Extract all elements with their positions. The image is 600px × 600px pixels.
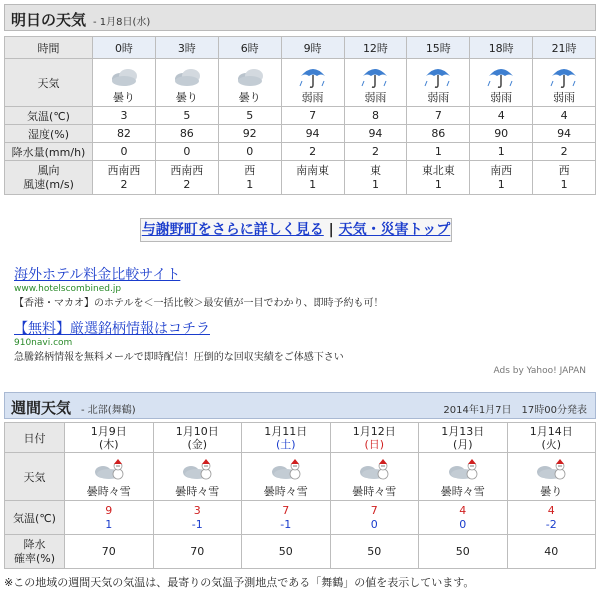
pop-cell [65,535,154,569]
high-temp: 7 [282,503,290,517]
temp-row [5,107,596,125]
precip-value: 2 [309,145,317,158]
pop-label [5,535,65,569]
temp-cell [407,107,470,125]
weekly-region: - 北部(舞鶴) [81,405,136,416]
umbrella-icon [345,62,407,92]
weather-text: 弱雨 [301,90,324,104]
high-temp: 9 [105,503,113,517]
weather-cell [155,59,218,107]
weather-top-link[interactable]: 天気・災害トップ [338,222,451,238]
date-md: 1月9日 [90,424,127,438]
umbrella-icon [282,62,344,92]
time-cell [344,37,407,59]
humidity-value: 94 [557,127,572,140]
humidity-value: 94 [368,127,383,140]
weekly-weather-row [5,453,596,501]
wind-speed-value: 1 [560,177,568,191]
weather-cell [533,59,596,107]
precip-row [5,143,596,161]
time-cell [470,37,533,59]
precip-value: 0 [246,145,254,158]
wind-cell [407,161,470,195]
date-dow: (木) [98,437,119,451]
weekly-weather-text: 曇時々雪 [175,484,220,498]
cloud-icon [219,62,281,92]
date-dow: (日) [364,437,385,451]
humidity-cell [93,125,156,143]
weather-text: 曇り [112,90,135,104]
humidity-label: 湿度(%) [5,125,93,143]
weekly-temp-cell [65,501,154,535]
date-cell [65,423,154,453]
tomorrow-title: 明日の天気 [11,11,87,29]
time-cell [218,37,281,59]
weather-row [5,59,596,107]
weather-cell [218,59,281,107]
low-temp: 0 [459,517,467,531]
ad-2 [14,318,344,363]
temp-value: 4 [497,109,505,122]
precip-cell [533,143,596,161]
date-row [5,423,596,453]
date-md: 1月11日 [264,424,308,438]
weekly-header [4,392,596,419]
temp-cell [281,107,344,125]
ads-by-label[interactable]: Ads by Yahoo! JAPAN [493,366,586,376]
wind-speed-value: 1 [497,177,505,191]
temp-cell [93,107,156,125]
temp-cell [344,107,407,125]
time-label: 時間 [5,37,93,59]
pop-cell [153,535,242,569]
tomorrow-date: - 1月8日(水) [93,17,151,28]
weather-text: 弱雨 [553,90,576,104]
weekly-temp-row [5,501,596,535]
pop-cell [242,535,331,569]
date-cell [330,423,419,453]
weather-cell [281,59,344,107]
wind-speed-value: 1 [371,177,379,191]
date-md: 1月12日 [352,424,396,438]
humidity-value: 82 [116,127,131,140]
precip-value: 1 [434,145,442,158]
ad-1 [14,264,384,309]
time-cell [93,37,156,59]
temp-value: 5 [246,109,254,122]
pop-value: 50 [278,545,293,558]
precip-value: 1 [497,145,505,158]
snow-cloud-icon [508,456,596,486]
weekly-title: 週間天気 [11,399,72,417]
low-temp: -2 [545,517,557,531]
time-value: 12時 [362,41,388,55]
wind-speed-value: 1 [309,177,317,191]
wind-cell [218,161,281,195]
date-cell [242,423,331,453]
pop-label-2: 確率(%) [13,551,56,565]
weekly-weather-cell [65,453,154,501]
wind-cell [281,161,344,195]
humidity-cell [533,125,596,143]
ad-1-title[interactable]: 海外ホテル料金比較サイト [14,267,181,283]
high-temp: 4 [459,503,467,517]
weekly-weather-label: 天気 [5,453,65,501]
humidity-value: 86 [179,127,194,140]
pop-cell [419,535,508,569]
high-temp: 3 [193,503,201,517]
wind-cell [155,161,218,195]
ad-2-url[interactable]: 910navi.com [14,338,73,348]
wind-dir-value: 東北東 [421,163,455,177]
date-label: 日付 [5,423,65,453]
weather-text: 曇り [238,90,261,104]
weekly-table [4,422,596,569]
precip-cell [344,143,407,161]
date-dow: (火) [541,437,562,451]
precip-value: 0 [120,145,128,158]
low-temp: -1 [280,517,292,531]
weekly-weather-text: 曇時々雪 [263,484,308,498]
weekly-weather-text: 曇時々雪 [352,484,397,498]
time-cell [155,37,218,59]
weather-text: 弱雨 [427,90,450,104]
tomorrow-header [4,4,596,31]
precip-label: 降水量(mm/h) [5,143,93,161]
precip-cell [218,143,281,161]
humidity-cell [344,125,407,143]
pop-value: 40 [544,545,559,558]
wind-cell [470,161,533,195]
date-md: 1月10日 [175,424,219,438]
pop-value: 50 [367,545,382,558]
ad-1-desc: 【香港・マカオ】のホテルを＜一括比較＞最安値が一目でわかり、即時予約も可！ [14,298,384,309]
time-value: 3時 [177,41,196,55]
weekly-weather-text: 曇時々雪 [440,484,485,498]
weekly-temp-label: 気温(℃) [5,501,65,535]
weekly-weather-text: 曇時々雪 [86,484,131,498]
precip-cell [155,143,218,161]
umbrella-icon [470,62,532,92]
temp-cell [155,107,218,125]
snow-cloud-icon [419,456,507,486]
temp-value: 7 [309,109,317,122]
weekly-temp-cell [507,501,596,535]
temp-value: 5 [183,109,191,122]
pop-value: 70 [190,545,205,558]
low-temp: 0 [370,517,378,531]
snow-cloud-icon [65,456,153,486]
weather-cell [93,59,156,107]
weekly-weather-cell [507,453,596,501]
temp-cell [470,107,533,125]
date-cell [153,423,242,453]
wind-dir-label: 風向 [37,163,60,177]
humidity-cell [155,125,218,143]
precip-cell [407,143,470,161]
temp-value: 7 [434,109,442,122]
temp-cell [533,107,596,125]
high-temp: 4 [547,503,555,517]
time-row [5,37,596,59]
humidity-value: 86 [431,127,446,140]
weekly-weather-text: 曇り [540,484,563,498]
wind-dir-value: 西南西 [170,163,204,177]
ad-2-desc: 急騰銘柄情報を無料メールで即時配信！圧倒的な回収実績をご体感下さい [14,352,344,363]
humidity-value: 94 [305,127,320,140]
wind-dir-value: 南南東 [296,163,330,177]
time-value: 9時 [303,41,322,55]
weather-text: 曇り [175,90,198,104]
precip-cell [93,143,156,161]
time-cell [281,37,344,59]
humidity-row [5,125,596,143]
time-value: 15時 [425,41,451,55]
links-box [140,218,452,242]
wind-speed-value: 1 [434,177,442,191]
snow-cloud-icon [154,456,242,486]
temp-value: 8 [371,109,379,122]
wind-label [5,161,93,195]
weather-cell [470,59,533,107]
humidity-value: 92 [242,127,257,140]
weather-cell [407,59,470,107]
date-dow: (金) [187,437,208,451]
humidity-cell [218,125,281,143]
temp-cell [218,107,281,125]
weekly-weather-cell [330,453,419,501]
date-dow: (土) [275,437,296,451]
precip-value: 2 [371,145,379,158]
humidity-cell [470,125,533,143]
humidity-cell [407,125,470,143]
ad-2-title[interactable]: 【無料】厳選銘柄情報はコチラ [14,321,210,337]
snow-cloud-icon [331,456,419,486]
precip-value: 2 [560,145,568,158]
pop-cell [330,535,419,569]
wind-speed-value: 2 [183,177,191,191]
links-separator: | [328,222,334,238]
wind-dir-value: 南西 [490,163,513,177]
weekly-temp-cell [153,501,242,535]
date-md: 1月14日 [529,424,573,438]
cloud-icon [156,62,218,92]
more-detail-link[interactable]: 与謝野町をさらに詳しく見る [141,222,324,238]
wind-cell [344,161,407,195]
weather-text: 弱雨 [364,90,387,104]
time-cell [407,37,470,59]
weekly-weather-cell [419,453,508,501]
pop-row [5,535,596,569]
snow-cloud-icon [242,456,330,486]
humidity-cell [281,125,344,143]
precip-cell [470,143,533,161]
wind-cell [533,161,596,195]
date-cell [419,423,508,453]
weekly-temp-cell [330,501,419,535]
pop-value: 50 [455,545,470,558]
time-value: 21時 [551,41,577,55]
time-value: 18時 [488,41,514,55]
weekly-weather-cell [153,453,242,501]
weather-text: 弱雨 [490,90,513,104]
low-temp: -1 [191,517,203,531]
date-cell [507,423,596,453]
time-value: 0時 [114,41,133,55]
wind-cell [93,161,156,195]
date-md: 1月13日 [441,424,485,438]
pop-label-1: 降水 [23,537,46,551]
weekly-issued: 2014年1月7日 17時00分発表 [443,405,587,416]
cloud-icon [93,62,155,92]
weekly-temp-cell [419,501,508,535]
umbrella-icon [407,62,469,92]
humidity-value: 90 [494,127,509,140]
wind-speed-value: 2 [120,177,128,191]
date-dow: (月) [452,437,473,451]
wind-dir-value: 西 [558,163,570,177]
wind-dir-value: 西南西 [107,163,141,177]
temp-value: 4 [560,109,568,122]
weather-label: 天気 [5,59,93,107]
wind-speed-label: 風速(m/s) [23,177,74,191]
umbrella-icon [533,62,595,92]
time-value: 6時 [240,41,259,55]
pop-cell [507,535,596,569]
precip-value: 0 [183,145,191,158]
pop-value: 70 [101,545,116,558]
temp-value: 3 [120,109,128,122]
low-temp: 1 [105,517,113,531]
wind-speed-value: 1 [246,177,254,191]
wind-dir-value: 西 [244,163,256,177]
wind-row [5,161,596,195]
weather-cell [344,59,407,107]
high-temp: 7 [370,503,378,517]
footnote: ※この地域の週間天気の気温は、最寄りの気温予測地点である「舞鶴」の値を表示しています。 [4,576,475,589]
weekly-weather-cell [242,453,331,501]
temp-label: 気温(℃) [5,107,93,125]
wind-dir-value: 東 [369,163,381,177]
weekly-temp-cell [242,501,331,535]
ad-1-url[interactable]: www.hotelscombined.jp [14,284,122,294]
tomorrow-table [4,36,596,195]
precip-cell [281,143,344,161]
time-cell [533,37,596,59]
